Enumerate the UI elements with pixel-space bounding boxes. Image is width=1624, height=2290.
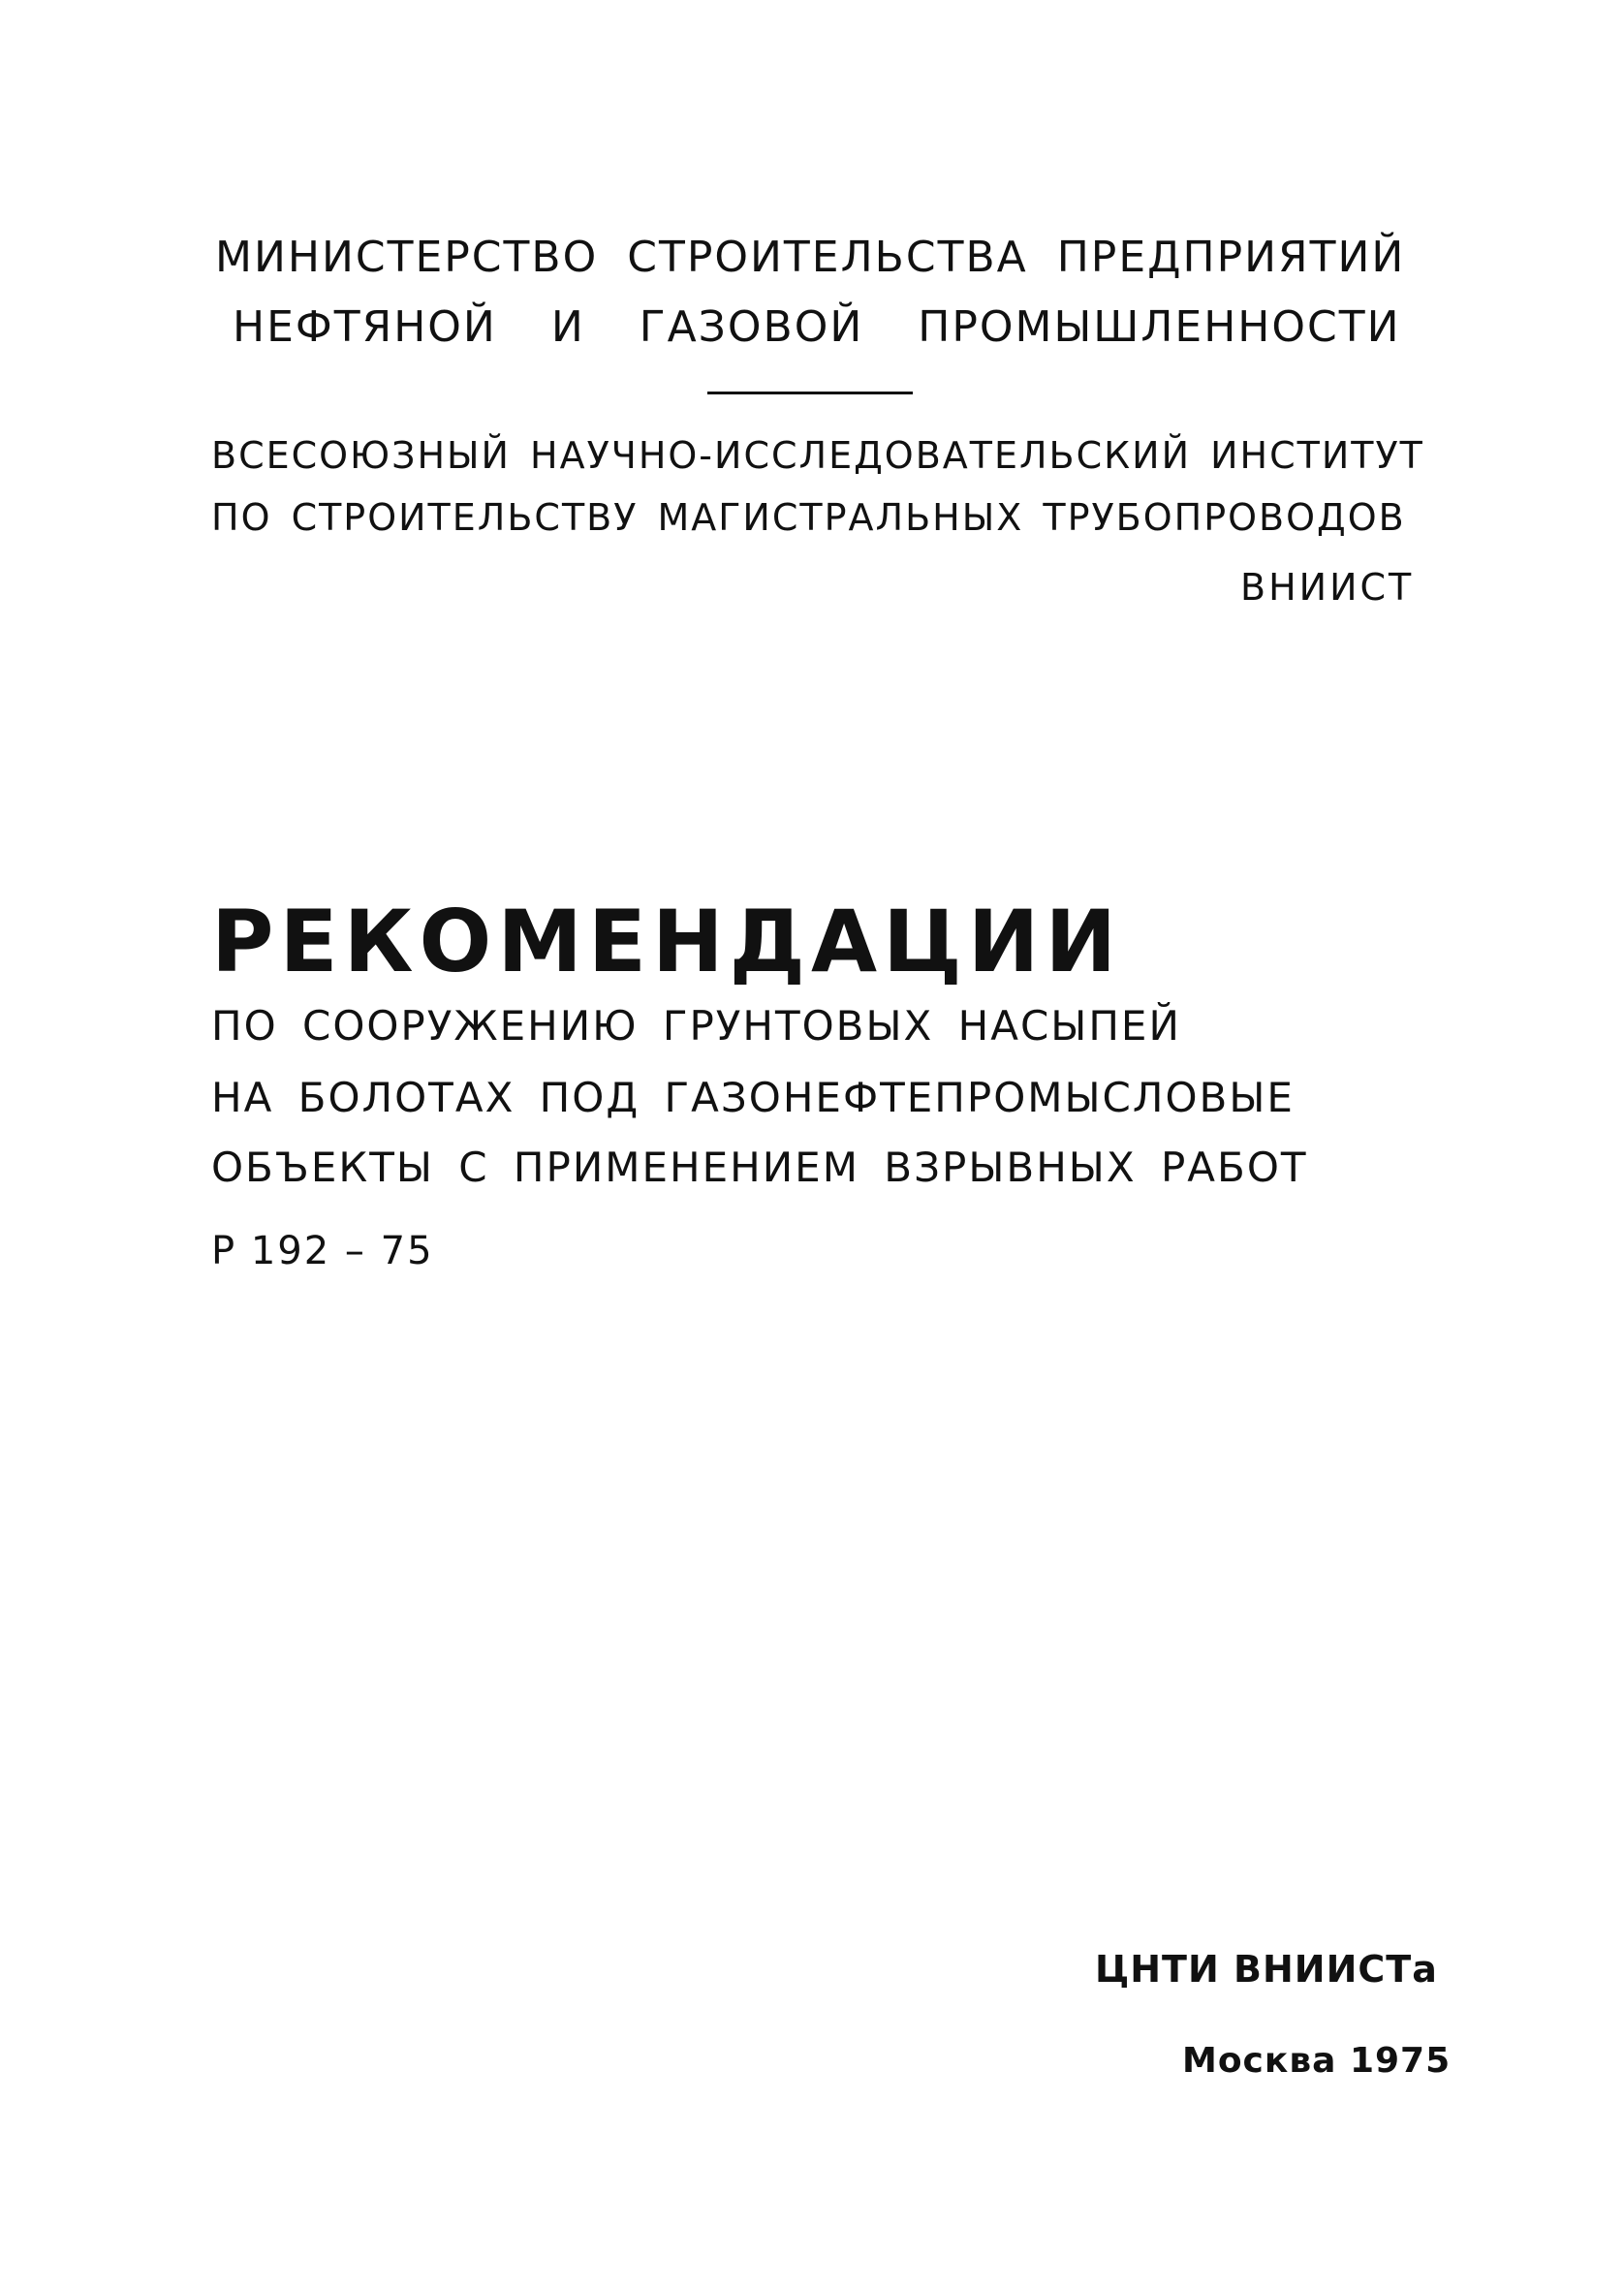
institute-name-line-1: ВСЕСОЮЗНЫЙ НАУЧНО-ИССЛЕДОВАТЕЛЬСКИЙ ИНСТИТУТ xyxy=(211,434,1424,477)
header-divider xyxy=(707,392,913,394)
document-code: Р 192 – 75 xyxy=(211,1229,434,1273)
institute-name-line-2: ПО СТРОИТЕЛЬСТВУ МАГИСТРАЛЬНЫХ ТРУБОПРОВОДОВ xyxy=(211,496,1406,539)
ministry-name-line-2: НЕФТЯНОЙ И ГАЗОВОЙ ПРОМЫШЛЕННОСТИ xyxy=(233,302,1401,352)
document-subtitle-line-3: ОБЪЕКТЫ С ПРИМЕНЕНИЕМ ВЗРЫВНЫХ РАБОТ xyxy=(211,1144,1308,1191)
document-subtitle-line-2: НА БОЛОТАХ ПОД ГАЗОНЕФТЕПРОМЫСЛОВЫЕ xyxy=(211,1074,1295,1121)
document-subtitle-line-1: ПО СООРУЖЕНИЮ ГРУНТОВЫХ НАСЫПЕЙ xyxy=(211,1002,1181,1050)
institute-abbreviation: ВНИИСТ xyxy=(1240,566,1415,609)
ministry-name-line-1: МИНИСТЕРСТВО СТРОИТЕЛЬСТВА ПРЕДПРИЯТИЙ xyxy=(215,233,1406,282)
publisher-name: ЦНТИ ВНИИСТа xyxy=(1095,1948,1438,1991)
publication-place-year: Москва 1975 xyxy=(1182,2041,1452,2081)
document-title: РЕКОМЕНДАЦИИ xyxy=(211,892,1123,991)
